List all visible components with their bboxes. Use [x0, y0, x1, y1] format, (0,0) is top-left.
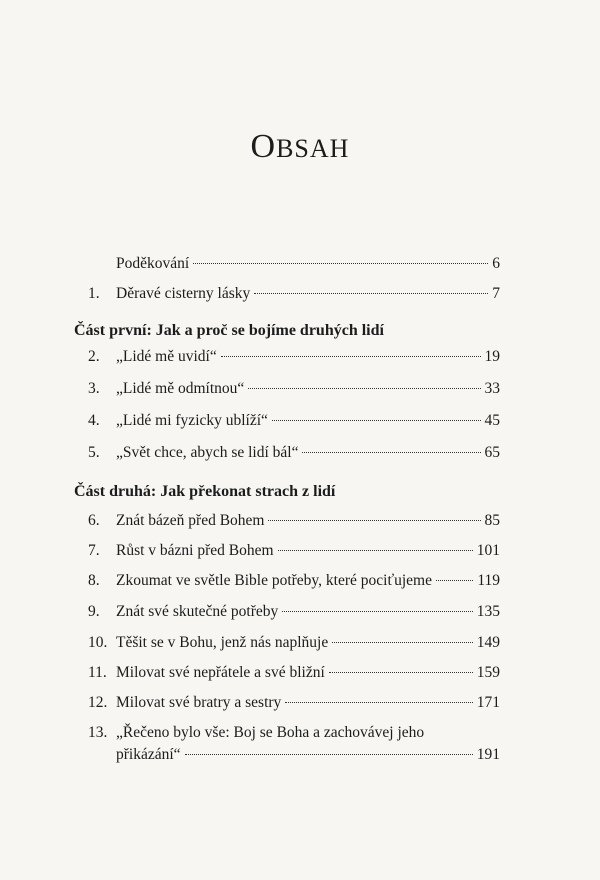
- toc-chapter-number: 9.: [88, 603, 100, 620]
- toc-entry-chapter-7[interactable]: [88, 540, 500, 562]
- toc-entry-chapter-3[interactable]: [88, 378, 500, 400]
- toc-page-number: 119: [477, 572, 500, 589]
- toc-entry-label: Milovat své nepřátele a své bližní: [116, 664, 325, 681]
- page-title: OBSAH: [250, 128, 350, 165]
- toc-entry-chapter-1[interactable]: [88, 283, 500, 305]
- toc-entry-chapter-13-continuation[interactable]: [116, 744, 500, 766]
- toc-entry-chapter-11[interactable]: [88, 662, 500, 684]
- leader-dots: [285, 702, 472, 703]
- toc-page-number: 7: [492, 285, 500, 302]
- toc-entry-label: Zkoumat ve světle Bible potřeby, které pociťujeme: [116, 572, 432, 589]
- toc-chapter-number: 8.: [88, 572, 100, 589]
- leader-dots: [282, 611, 472, 612]
- leader-dots: [278, 550, 473, 551]
- toc-entry-label: „Lidé mě odmítnou“: [116, 380, 245, 397]
- toc-entry-label: Milovat své bratry a sestry: [116, 694, 282, 711]
- toc-page-number: 6: [492, 255, 500, 272]
- toc-entry-chapter-10[interactable]: [88, 632, 500, 654]
- part-one-heading: Část první: Jak a proč se bojíme druhých lidí: [74, 322, 384, 339]
- toc-page-number: 19: [484, 348, 500, 365]
- leader-dots: [248, 388, 480, 389]
- toc-page-number: 171: [476, 694, 500, 711]
- toc-entry-label: Růst v bázni před Bohem: [116, 542, 274, 559]
- leader-dots: [272, 420, 481, 421]
- toc-entry-label: „Svět chce, abych se lidí bál“: [116, 444, 299, 461]
- toc-entry-label-continued: přikázání“: [116, 746, 181, 763]
- toc-entry-label: Poděkování: [116, 255, 190, 272]
- leader-dots: [193, 263, 488, 264]
- toc-entry-acknowledgements[interactable]: [116, 253, 500, 275]
- leader-dots: [302, 452, 480, 453]
- toc-entry-chapter-13[interactable]: [88, 722, 500, 744]
- toc-chapter-number: 10.: [88, 634, 108, 651]
- toc-entry-label: Znát své skutečné potřeby: [116, 603, 279, 620]
- leader-dots: [436, 580, 473, 581]
- leader-dots: [268, 520, 480, 521]
- toc-chapter-number: 7.: [88, 542, 100, 559]
- toc-entry-label: Děravé cisterny lásky: [116, 285, 251, 302]
- toc-page-number: 65: [484, 444, 500, 461]
- toc-chapter-number: 2.: [88, 348, 100, 365]
- toc-chapter-number: 4.: [88, 412, 100, 429]
- toc-page-number: 45: [484, 412, 500, 429]
- toc-chapter-number: 5.: [88, 444, 100, 461]
- toc-entry-chapter-6[interactable]: [88, 510, 500, 532]
- toc-chapter-number: 1.: [88, 285, 100, 302]
- toc-chapter-number: 12.: [88, 694, 108, 711]
- toc-chapter-number: 13.: [88, 724, 108, 741]
- toc-entry-chapter-2[interactable]: [88, 346, 500, 368]
- toc-page-number: 191: [476, 746, 500, 763]
- leader-dots: [329, 672, 473, 673]
- toc-chapter-number: 6.: [88, 512, 100, 529]
- toc-page-number: 101: [476, 542, 500, 559]
- part-two-heading: Část druhá: Jak překonat strach z lidí: [74, 483, 336, 500]
- toc-entry-chapter-9[interactable]: [88, 601, 500, 623]
- toc-entry-label: „Lidé mě uvidí“: [116, 348, 217, 365]
- toc-chapter-number: 11.: [88, 664, 107, 681]
- toc-page-number: 159: [476, 664, 500, 681]
- leader-dots: [332, 642, 473, 643]
- toc-entry-label: „Lidé mi fyzicky ublíží“: [116, 412, 268, 429]
- toc-entry-label: Znát bázeň před Bohem: [116, 512, 265, 529]
- leader-dots: [221, 356, 481, 357]
- toc-page-number: 33: [484, 380, 500, 397]
- leader-dots: [254, 293, 488, 294]
- toc-page-number: 85: [484, 512, 500, 529]
- toc-entry-label: Těšit se v Bohu, jenž nás naplňuje: [116, 634, 329, 651]
- toc-entry-chapter-5[interactable]: [88, 442, 500, 464]
- toc-entry-chapter-4[interactable]: [88, 410, 500, 432]
- toc-entry-chapter-8[interactable]: [88, 570, 500, 592]
- leader-dots: [185, 754, 473, 755]
- toc-page-number: 149: [476, 634, 500, 651]
- toc-page-number: 135: [476, 603, 500, 620]
- toc-entry-label: „Řečeno bylo vše: Boj se Boha a zachovávej jeho: [116, 724, 425, 741]
- toc-chapter-number: 3.: [88, 380, 100, 397]
- toc-entry-chapter-12[interactable]: [88, 692, 500, 714]
